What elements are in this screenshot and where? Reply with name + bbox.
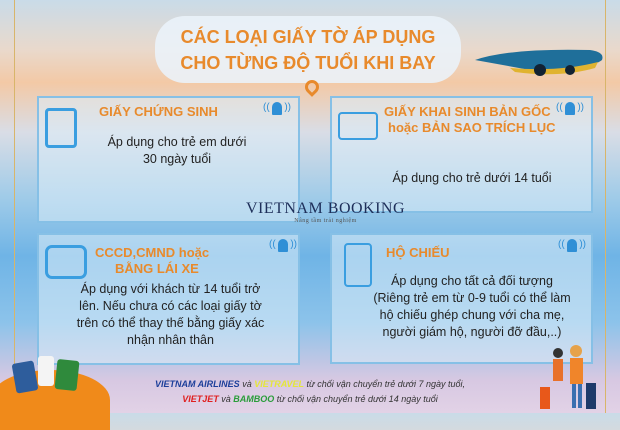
text-line: Áp dụng cho tất cả đối tượng — [391, 274, 553, 288]
rule-text: từ chối vận chuyển trẻ dưới 14 ngày tuổi — [274, 394, 438, 404]
bell-icon — [556, 102, 584, 118]
bell-icon — [269, 239, 297, 255]
card-text — [49, 281, 292, 349]
passport-decoration-icon — [54, 359, 79, 391]
card-heading: GIẤY CHỨNG SINH — [99, 104, 218, 119]
page-title — [155, 16, 461, 83]
card-heading: GIẤY KHAI SINH BẢN GỐC — [384, 104, 551, 119]
travelers-illustration — [540, 345, 600, 413]
id-card-icon — [45, 245, 87, 279]
card-id-card — [37, 233, 300, 365]
text-line: người giám hộ, người đỡ đầu,..) — [382, 325, 562, 339]
bell-icon — [263, 102, 291, 118]
text-line: nhận nhân thân — [127, 333, 214, 347]
text-line: 30 ngày tuổi — [142, 152, 212, 166]
conjunction: và — [218, 394, 234, 404]
card-text — [97, 134, 257, 168]
rule-text: từ chối vận chuyển trẻ dưới 7 ngày tuổi, — [304, 379, 465, 389]
text-line: lên. Nếu chưa có các loại giấy tờ — [79, 299, 262, 313]
airline-bamboo: BAMBOO — [233, 394, 275, 404]
ticket-decoration-icon — [38, 356, 54, 386]
card-text — [352, 273, 592, 341]
card-text: Áp dụng cho trẻ dưới 14 tuổi — [392, 171, 552, 185]
footer-note — [100, 377, 520, 407]
title-line-1: CÁC LOẠI GIẤY TỜ ÁP DỤNG — [180, 27, 436, 47]
text-line: Áp dụng cho trẻ em dưới — [107, 135, 247, 149]
bell-icon — [558, 239, 586, 255]
airline-vietravel: VIETRAVEL — [254, 379, 305, 389]
airline-vietjet: VIETJET — [182, 394, 219, 404]
conjunction: và — [239, 379, 255, 389]
card-heading-2: hoặc BẢN SAO TRÍCH LỤC — [388, 120, 556, 135]
card-heading-2: BẰNG LÁI XE — [115, 261, 199, 276]
vietnam-booking-logo — [246, 200, 405, 224]
logo-tagline: Nâng tầm trải nghiệm — [294, 218, 357, 224]
text-line: trên có thể thay thế bằng giấy xác — [76, 316, 265, 330]
text-line: hộ chiếu ghép chung với cha mẹ, — [379, 308, 565, 322]
footer-line-1 — [100, 377, 520, 392]
airline-vietnam-airlines: VIETNAM AIRLINES — [155, 379, 240, 389]
card-heading: HỘ CHIẾU — [386, 245, 450, 260]
birth-certificate-icon — [45, 108, 77, 148]
card-birth-registration — [330, 96, 593, 213]
logo-name: VIETNAM BOOKING — [246, 200, 406, 217]
card-heading: CCCD,CMND hoặc — [95, 245, 210, 260]
title-line-2: CHO TỪNG ĐỘ TUỔI KHI BAY — [180, 53, 436, 73]
certificate-icon — [338, 112, 378, 140]
text-line: (Riêng trẻ em từ 0-9 tuổi có thể làm — [373, 291, 571, 305]
airplane-icon — [470, 40, 610, 90]
text-line: Áp dụng với khách từ 14 tuổi trở — [80, 282, 261, 296]
footer-line-2 — [100, 392, 520, 407]
